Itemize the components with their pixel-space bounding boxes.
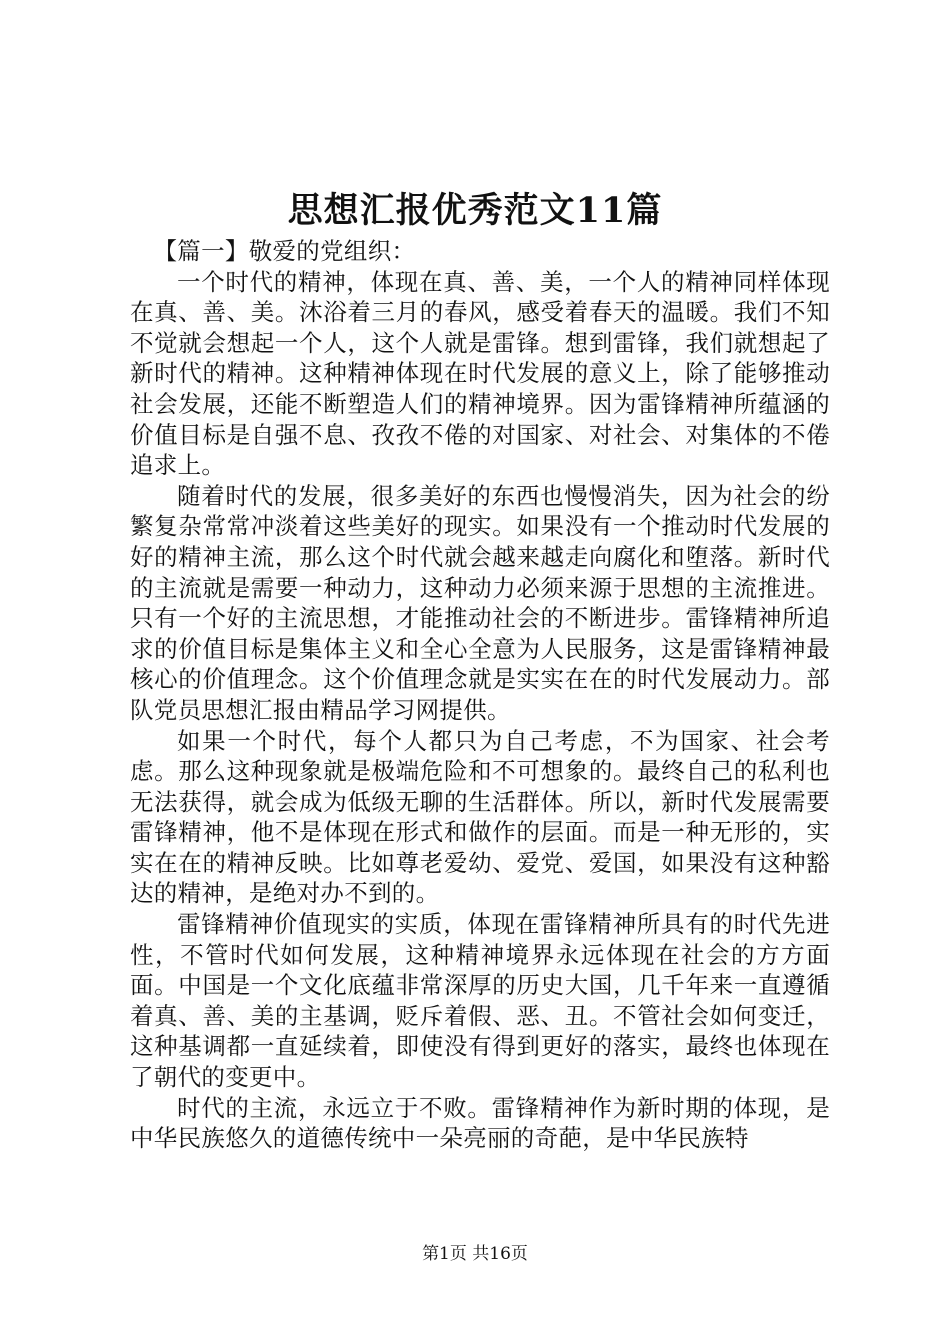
greeting-line: 【篇一】敬爱的党组织： — [153, 237, 416, 265]
paragraph: 雷锋精神价值现实的实质，体现在雷锋精神所具有的时代先进性，不管时代如何发展，这种精神境界永远体现在社会的方方面面。中国是一个文化底蕴非常深厚的历史大国，几千年来一直遵循着真、善、美的主基调，贬斥着假、恶、丑。不管社会如何变迁，这种基调都一直延续着，即使没有得到更好的落实，最终也体现在了朝代的变更中。 — [130, 910, 830, 1092]
paragraph: 随着时代的发展，很多美好的东西也慢慢消失，因为社会的纷繁复杂常常冲淡着这些美好的现实。如果没有一个推动时代发展的好的精神主流，那么这个时代就会越来越走向腐化和堕落。新时代的主流就是需要一种动力，这种动力必须来源于思想的主流推进。只有一个好的主流思想，才能推动社会的不断进步。雷锋精神所追求的价值目标是集体主义和全心全意为人民服务，这是雷锋精神最核心的价值理念。这个价值理念就是实实在在的时代发展动力。部队党员思想汇报由精品学习网提供。 — [130, 481, 830, 724]
document-title: 思想汇报优秀范文11篇 — [287, 190, 663, 231]
paragraph: 如果一个时代，每个人都只为自己考虑，不为国家、社会考虑。那么这种现象就是极端危险和不可想象的。最终自己的私利也无法获得，就会成为低级无聊的生活群体。所以，新时代发展需要雷锋精神，他不是体现在形式和做作的层面。而是一种无形的，实实在在的精神反映。比如尊老爱幼、爱党、爱国，如果没有这种豁达的精神，是绝对办不到的。 — [130, 726, 830, 908]
paragraph: 一个时代的精神，体现在真、善、美，一个人的精神同样体现在真、善、美。沐浴着三月的春风，感受着春天的温暖。我们不知不觉就会想起一个人，这个人就是雷锋。想到雷锋，我们就想起了新时代的精神。这种精神体现在时代发展的意义上，除了能够推动社会发展，还能不断塑造人们的精神境界。因为雷锋精神所蕴涵的价值目标是自强不息、孜孜不倦的对国家、对社会、对集体的不倦追求上。 — [130, 267, 830, 480]
document-body — [130, 236, 830, 1154]
page-footer: 第1页 共16页 — [422, 1244, 528, 1264]
paragraph: 时代的主流，永远立于不败。雷锋精神作为新时期的体现，是中华民族悠久的道德传统中一朵亮丽的奇葩，是中华民族特 — [130, 1093, 830, 1153]
